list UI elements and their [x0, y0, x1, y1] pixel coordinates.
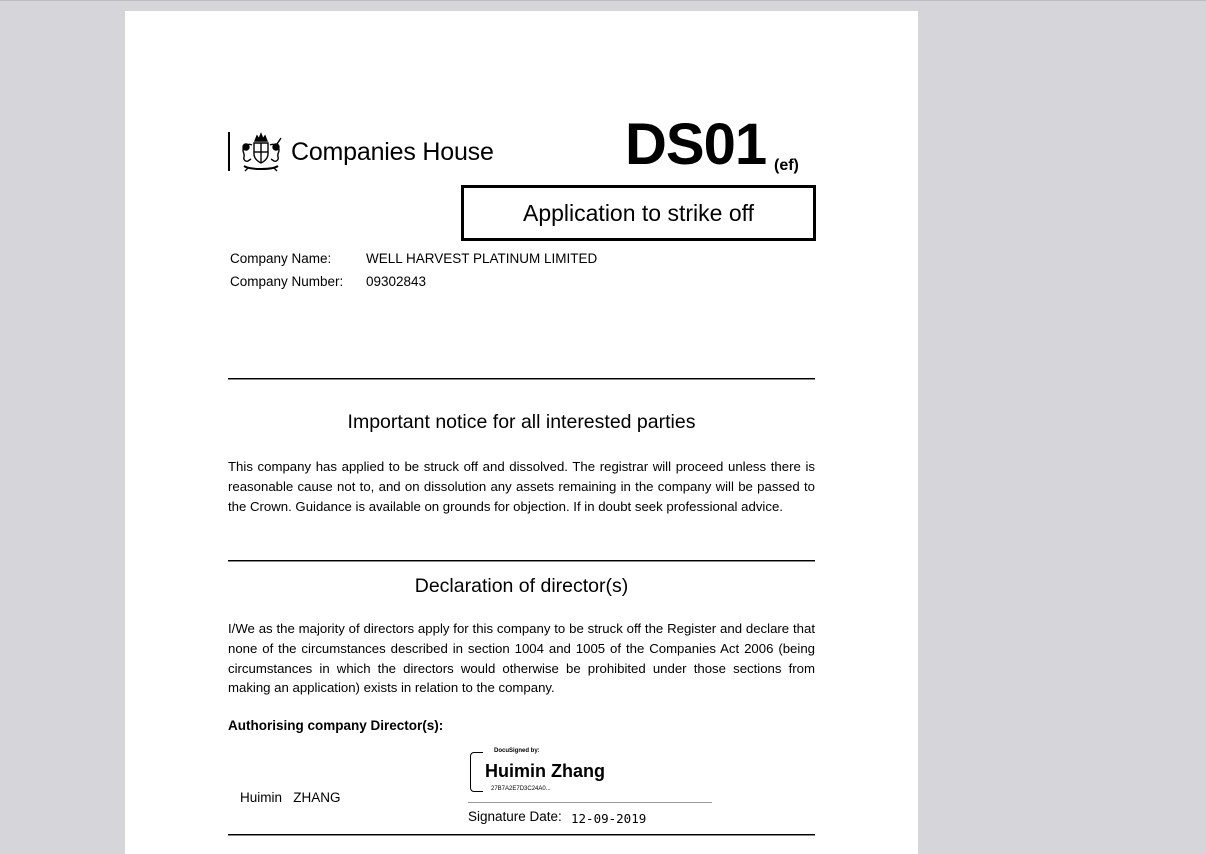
- company-name-value: WELL HARVEST PLATINUM LIMITED: [366, 251, 598, 266]
- docusign-header: DocuSigned by:: [494, 748, 540, 754]
- section-divider: [228, 378, 815, 380]
- document-page: [125, 11, 918, 854]
- section-divider: [228, 560, 815, 562]
- signature-date-label: Signature Date:: [468, 809, 562, 824]
- docusign-bracket: [470, 752, 483, 792]
- signature-line: [468, 802, 712, 803]
- logo-divider: [228, 132, 230, 171]
- director-signature: Huimin Zhang: [485, 761, 605, 781]
- docusign-envelope-id: 27B7A2E7D3C24A0...: [491, 786, 551, 792]
- director-name: Huimin ZHANG: [240, 790, 341, 805]
- signature-date-value: 12-09-2019: [571, 811, 647, 826]
- company-number-value: 09302843: [366, 274, 427, 289]
- form-title-box: [461, 185, 816, 241]
- organisation-name: Companies House: [291, 138, 494, 166]
- royal-crest-icon: [238, 132, 284, 172]
- notice-title: Important notice for all interested parties: [347, 411, 696, 433]
- form-title: Application to strike off: [523, 199, 754, 226]
- directors-label: Authorising company Director(s):: [228, 718, 444, 733]
- company-number-label: Company Number:: [230, 274, 344, 289]
- declaration-title: Declaration of director(s): [414, 575, 629, 597]
- company-name-label: Company Name:: [230, 251, 332, 266]
- notice-body: This company has applied to be struck off and dissolved. The registrar will proceed unless there is reasonable cause not to, and on dissolution any assets remaining in the company will be passed to the Crown. Guidance is available on grounds for objection. If in doubt seek professional advice.: [228, 459, 815, 514]
- form-code: DS01: [625, 112, 767, 177]
- declaration-body: I/We as the majority of directors apply for this company to be struck off the Register and declare that none of the circumstances described in section 1004 and 1005 of the Companies Act 2006 (being circumstances in which the directors would otherwise be prohibited under those sections from making an application) exists in relation to the company.: [228, 621, 815, 696]
- section-divider: [228, 834, 815, 836]
- form-suffix: (ef): [774, 157, 799, 174]
